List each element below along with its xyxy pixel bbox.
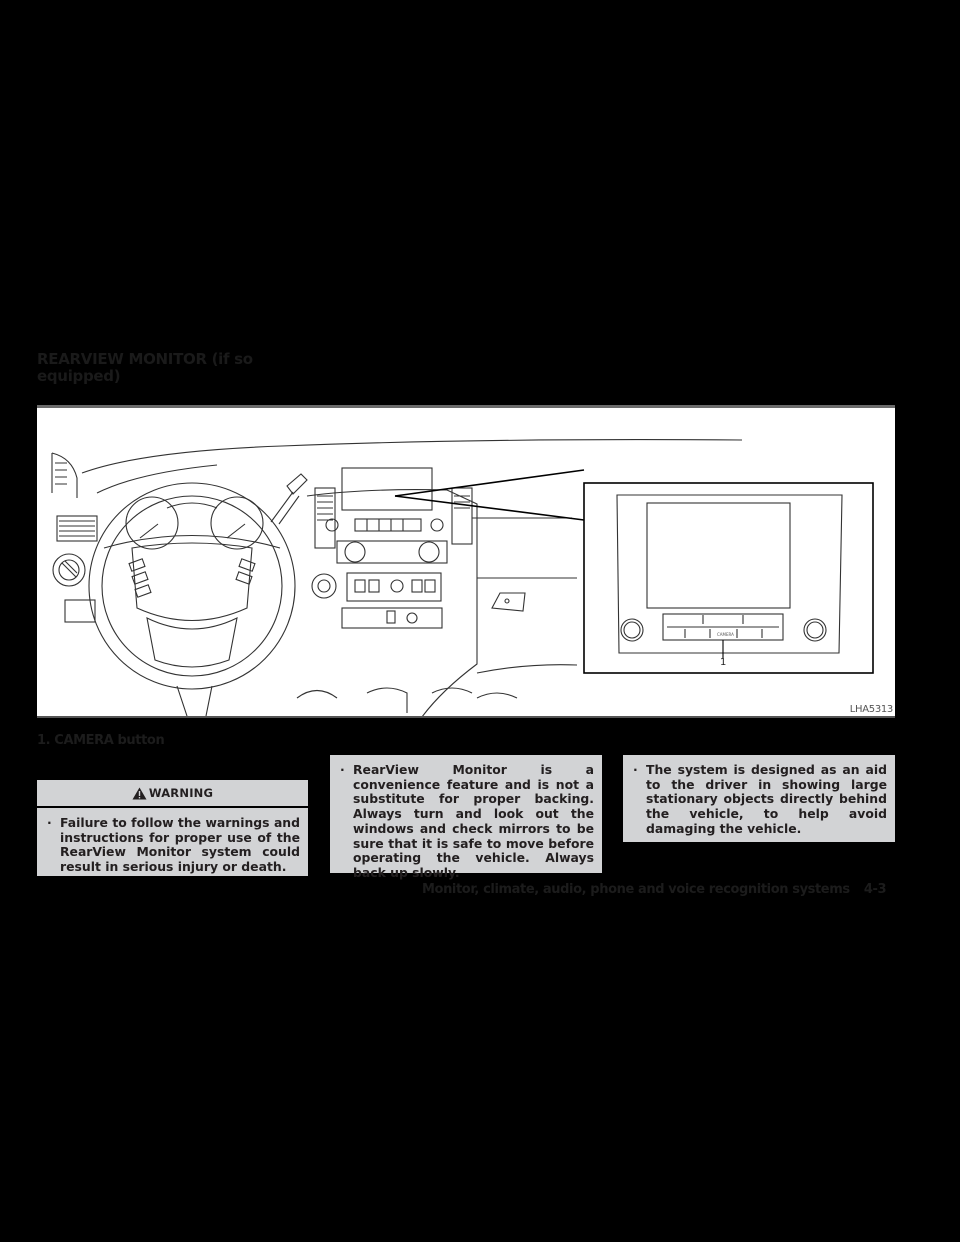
note-text: RearView Monitor is a convenience feature and is not a substitute for proper backing. Always turn and look out the windows and check mirrors to be sure that it is safe to move before operating the vehicle. Always back up slowly. [353, 762, 594, 880]
note-box-aid [623, 755, 895, 842]
bullet: · [47, 815, 52, 830]
warning-box [37, 780, 308, 876]
footer-chapter: Monitor, climate, audio, phone and voice recognition systems [422, 882, 850, 897]
warning-item [43, 816, 300, 875]
section-title: REARVIEW MONITOR (if so equipped) [37, 350, 253, 385]
callout-number: 1 [720, 657, 727, 668]
figure-caption: 1. CAMERA button [37, 733, 165, 748]
note-text: The system is designed as an aid to the driver in showing large stationary objects directly behind the vehicle, to help avoid damaging the vehicle. [646, 762, 887, 836]
dashboard-illustration [37, 405, 895, 718]
warning-triangle-icon [132, 787, 147, 800]
bullet: · [340, 762, 345, 777]
note-item [336, 763, 594, 881]
page-number: 4-3 [863, 882, 887, 897]
warning-item-text: Failure to follow the warnings and instructions for proper use of the RearView Monitor system could result in serious injury or death. [60, 815, 300, 875]
inset-camera-label: CAMERA [717, 632, 734, 637]
warning-heading: WARNING [148, 785, 214, 800]
note-box-convenience [330, 755, 602, 880]
warning-header [37, 780, 308, 808]
figure-code: LHA5313 [849, 704, 893, 715]
dashboard-line-drawing [37, 408, 895, 716]
page-footer [422, 882, 886, 897]
bullet: · [633, 762, 638, 777]
note-item [629, 763, 887, 837]
